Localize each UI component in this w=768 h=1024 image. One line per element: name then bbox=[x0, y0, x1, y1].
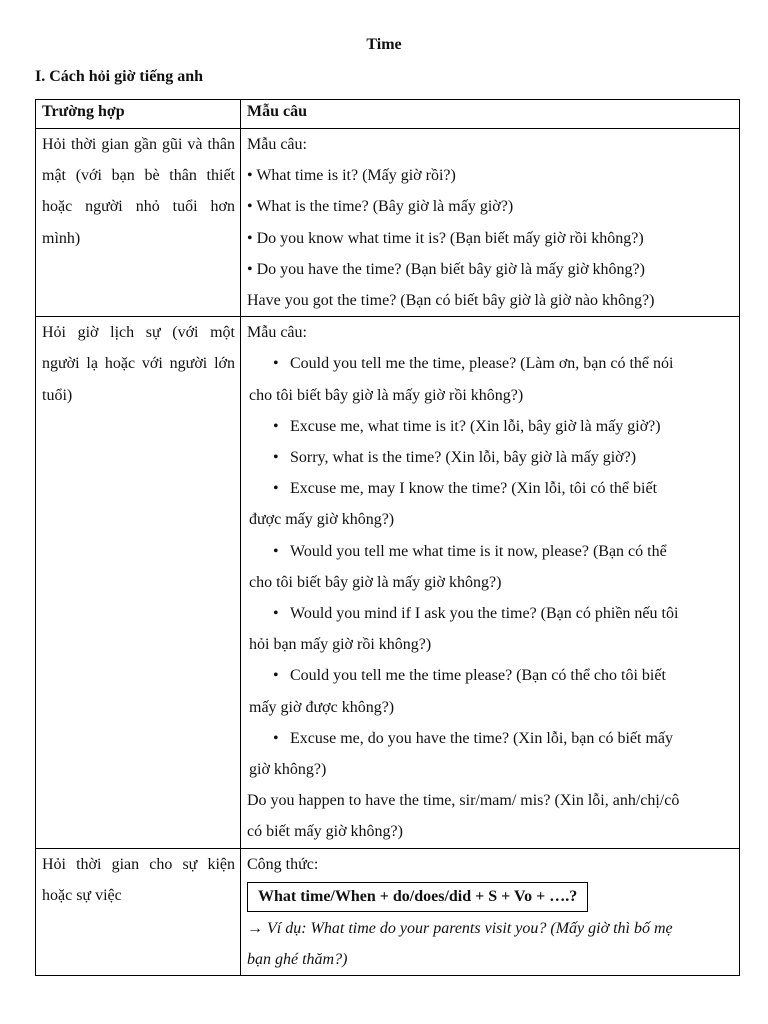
list-item: Have you got the time? (Bạn có biết bây giờ là giờ nào không?) bbox=[247, 292, 655, 310]
time-question-table bbox=[35, 99, 740, 976]
list-item-continuation: hỏi bạn mấy giờ rồi không?) bbox=[249, 636, 432, 654]
document-title: Time bbox=[366, 36, 402, 53]
list-item: • What time is it? (Mấy giờ rồi?) bbox=[247, 167, 456, 185]
list-item-continuation: cho tôi biết bây giờ là mấy giờ không?) bbox=[249, 573, 502, 591]
list-item-continuation: cho tôi biết bây giờ là mấy giờ rồi không?) bbox=[249, 386, 524, 404]
table-row bbox=[36, 317, 740, 848]
list-item: • Excuse me, do you have the time? (Xin lỗi, bạn có biết mấy bbox=[273, 729, 673, 747]
case-event: Hỏi thời gian cho sự kiện hoặc sự việc bbox=[36, 848, 241, 976]
section-heading: I. Cách hỏi giờ tiếng anh bbox=[35, 68, 203, 85]
pattern-intro: Mẫu câu: bbox=[247, 324, 307, 342]
list-item: • Do you know what time it is? (Bạn biết mấy giờ rồi không?) bbox=[247, 229, 644, 247]
list-item: • Do you have the time? (Bạn biết bây giờ là mấy giờ không?) bbox=[247, 260, 645, 278]
list-item: • Sorry, what is the time? (Xin lỗi, bây giờ là mấy giờ?) bbox=[273, 449, 637, 467]
table-header-row bbox=[36, 100, 740, 129]
header-case: Trường hợp bbox=[36, 100, 241, 129]
example-continuation: bạn ghé thăm?) bbox=[247, 951, 348, 969]
list-item-continuation: có biết mấy giờ không?) bbox=[247, 823, 403, 841]
list-item-continuation: được mấy giờ không?) bbox=[249, 511, 395, 529]
formula-box: What time/When + do/does/did + S + Vo + ….? bbox=[247, 882, 588, 912]
patterns-casual bbox=[241, 129, 740, 317]
patterns-event bbox=[241, 848, 740, 976]
list-item: • Excuse me, what time is it? (Xin lỗi, bây giờ là mấy giờ?) bbox=[273, 417, 661, 435]
list-item-continuation: mấy giờ được không?) bbox=[249, 698, 395, 716]
formula-intro: Công thức: bbox=[247, 855, 319, 873]
list-item: • What is the time? (Bây giờ là mấy giờ?) bbox=[247, 198, 514, 216]
table-row bbox=[36, 848, 740, 976]
table-row bbox=[36, 129, 740, 317]
list-item: Do you happen to have the time, sir/mam/ mis? (Xin lỗi, anh/chị/cô bbox=[247, 792, 680, 810]
list-item: • Could you tell me the time, please? (Làm ơn, bạn có thể nói bbox=[273, 355, 674, 373]
list-item: • Would you tell me what time is it now, please? (Bạn có thể bbox=[273, 542, 667, 560]
list-item: • Excuse me, may I know the time? (Xin lỗi, tôi có thể biết bbox=[273, 480, 658, 498]
patterns-polite bbox=[241, 317, 740, 848]
case-polite: Hỏi giờ lịch sự (với một người lạ hoặc với người lớn tuổi) bbox=[36, 317, 241, 848]
pattern-intro: Mẫu câu: bbox=[247, 136, 307, 153]
header-pattern: Mẫu câu bbox=[241, 100, 740, 129]
example-sentence: → Ví dụ: What time do your parents visit you? (Mấy giờ thì bố mẹ bbox=[247, 919, 673, 937]
list-item: • Could you tell me the time please? (Bạn có thể cho tôi biết bbox=[273, 667, 666, 685]
list-item-continuation: giờ không?) bbox=[249, 761, 327, 779]
case-casual: Hỏi thời gian gần gũi và thân mật (với bạn bè thân thiết hoặc người nhỏ tuổi hơn mình) bbox=[36, 129, 241, 317]
list-item: • Would you mind if I ask you the time? (Bạn có phiền nếu tôi bbox=[273, 605, 679, 623]
